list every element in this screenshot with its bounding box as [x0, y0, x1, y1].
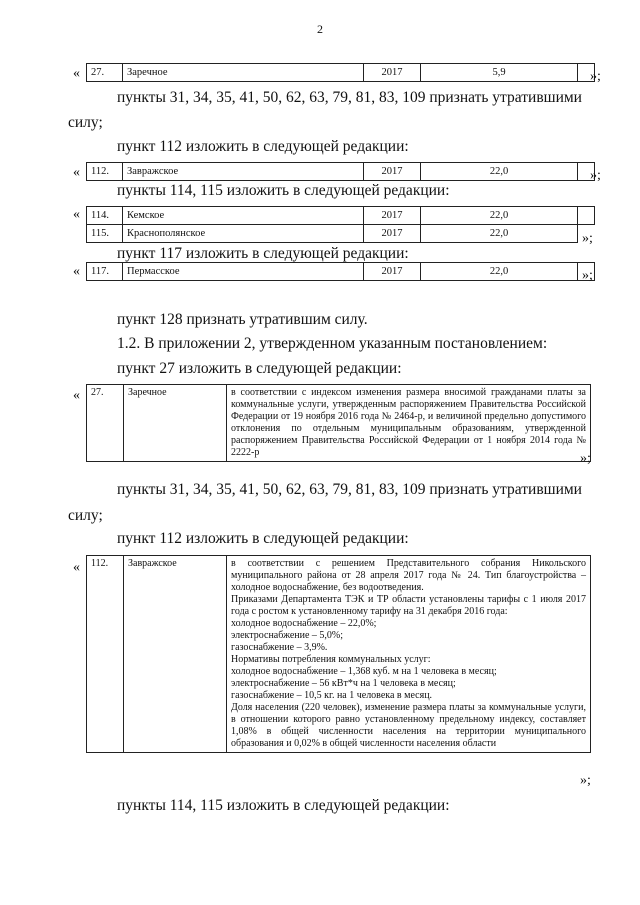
- quote-close: »;: [590, 69, 601, 84]
- table-row: [87, 207, 595, 225]
- item-number: 112.: [87, 556, 124, 753]
- quote-open: «: [73, 388, 80, 403]
- item-number: 112.: [87, 163, 123, 181]
- item-number: 114.: [87, 207, 123, 225]
- item-value: 5,9: [421, 64, 578, 82]
- description-line: холодное водоснабжение – 1,368 куб. м на 1 человека в месяц;: [231, 666, 497, 677]
- table-row: [87, 556, 591, 753]
- item-value: 22,0: [421, 163, 578, 181]
- table-item-112: [86, 162, 595, 181]
- item-number: 27.: [87, 64, 123, 82]
- item-name: Завражское: [123, 163, 364, 181]
- quote-close: »;: [590, 168, 601, 183]
- description-line: газоснабжение – 10,5 кг. на 1 человека в месяц.: [231, 690, 433, 701]
- table-item-27: [86, 63, 595, 82]
- quote-open: «: [73, 66, 80, 81]
- item-year: 2017: [364, 64, 421, 82]
- table-row: [87, 225, 595, 243]
- table-appendix-item-27: [86, 384, 591, 462]
- item-value: 22,0: [421, 207, 578, 225]
- item-name: Пермасское: [123, 263, 364, 281]
- quote-close: »;: [580, 773, 591, 788]
- page-number: 2: [317, 22, 323, 36]
- table-row: [87, 163, 595, 181]
- item-number: 27.: [87, 385, 124, 462]
- item-year: 2017: [364, 207, 421, 225]
- quote-open: «: [73, 207, 80, 222]
- paragraph-112-appendix: пункт 112 изложить в следующей редакции:: [117, 530, 409, 547]
- item-year: 2017: [364, 225, 421, 243]
- paragraph-revoke-line1: пункты 31, 34, 35, 41, 50, 62, 63, 79, 81, 83, 109 признать утратившими: [117, 89, 582, 106]
- paragraph-117: пункт 117 изложить в следующей редакции:: [117, 245, 409, 262]
- quote-open: «: [73, 560, 80, 575]
- table-row: [87, 263, 595, 281]
- item-name: Краснополянское: [123, 225, 364, 243]
- description-line: электроснабжение – 56 кВт*ч на 1 человека в месяц;: [231, 678, 456, 689]
- description-paragraph: Приказами Департамента ТЭК и ТР области установлены тарифы с 1 июля 2017 года с ростом к установленному тарифу на 31 декабря 2016 года:: [231, 594, 586, 617]
- quote-open: «: [73, 165, 80, 180]
- item-number: 117.: [87, 263, 123, 281]
- description-line: газоснабжение – 3,9%.: [231, 642, 328, 653]
- table-row: [87, 385, 591, 462]
- quote-open: «: [73, 264, 80, 279]
- item-name: Кемское: [123, 207, 364, 225]
- item-year: 2017: [364, 163, 421, 181]
- paragraph-128: пункт 128 признать утратившим силу.: [117, 311, 368, 328]
- description-line: Нормативы потребления коммунальных услуг:: [231, 654, 431, 665]
- quote-close: »;: [582, 268, 593, 283]
- item-number: 115.: [87, 225, 123, 243]
- item-name: Заречное: [123, 64, 364, 82]
- description-line: электроснабжение – 5,0%;: [231, 630, 344, 641]
- paragraph-114-115-appendix: пункты 114, 115 изложить в следующей редакции:: [117, 797, 450, 814]
- item-year: 2017: [364, 263, 421, 281]
- table-appendix-item-112: [86, 555, 591, 753]
- paragraph-revoke-line2: силу;: [68, 114, 103, 131]
- paragraph-appendix-2: 1.2. В приложении 2, утвержденном указанным постановлением:: [117, 335, 548, 352]
- paragraph-114-115: пункты 114, 115 изложить в следующей редакции:: [117, 182, 450, 199]
- item-name: Заречное: [124, 385, 227, 462]
- quote-close: »;: [580, 451, 591, 466]
- paragraph-revoke-2-line2: силу;: [68, 507, 103, 524]
- item-value: 22,0: [421, 263, 578, 281]
- paragraph-112: пункт 112 изложить в следующей редакции:: [117, 138, 409, 155]
- quote-close: »;: [582, 231, 593, 246]
- table-items-114-115: [86, 206, 595, 243]
- empty-cell: [578, 207, 595, 225]
- table-item-117: [86, 262, 595, 281]
- item-description: в соответствии с индексом изменения размера вносимой гражданами платы за коммунальные услуги, утвержденным распоряжением Правительства Российской Федерации от 19 ноября 2016 года № 2464-р, и величиной предельно допустимого отклонения по отдельным муниципальным образованиям, утвержденной распоряжением Правительства Российской Федерации от 1 ноября 2014 года № 2222-р: [227, 385, 591, 462]
- paragraph-revoke-2-line1: пункты 31, 34, 35, 41, 50, 62, 63, 79, 81, 83, 109 признать утратившими: [117, 481, 582, 498]
- table-row: [87, 64, 595, 82]
- item-name: Завражское: [124, 556, 227, 753]
- description-paragraph: в соответствии с решением Представительного собрания Никольского муниципального района от 28 апреля 2017 года № 24. Тип благоустройства – холодное водоснабжение, без водоотведения.: [231, 558, 586, 593]
- description-paragraph: Доля населения (220 человек), изменение размера платы за коммунальные услуги, в отношении которого равно установленному предельному индексу, составляет 1,08% в общей численности населения на территории муниципального образования и 0,02% в общей численности населения области: [231, 702, 586, 749]
- description-line: холодное водоснабжение – 22,0%;: [231, 618, 377, 629]
- paragraph-27: пункт 27 изложить в следующей редакции:: [117, 360, 402, 377]
- item-value: 22,0: [421, 225, 578, 243]
- item-description: [227, 556, 591, 753]
